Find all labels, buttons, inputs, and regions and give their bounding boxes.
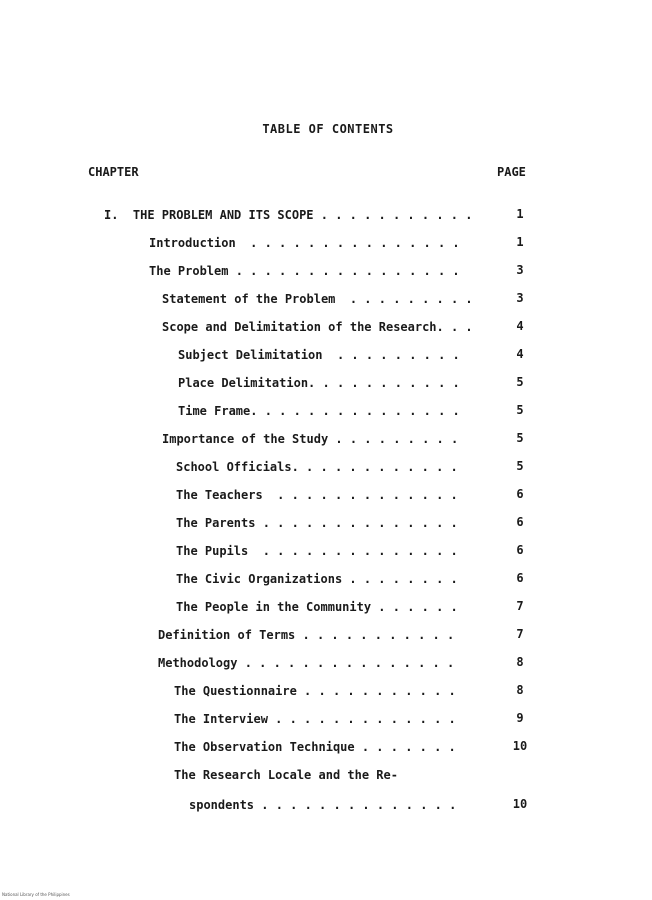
toc-entry xyxy=(0,767,652,783)
page-column-heading: PAGE xyxy=(497,165,526,179)
toc-entry-text: Methodology . . . . . . . . . . . . . . . xyxy=(158,656,455,670)
toc-entry xyxy=(0,655,652,671)
toc-entry-page: 6 xyxy=(516,515,524,529)
toc-entry-text: Time Frame. . . . . . . . . . . . . . . xyxy=(178,404,460,418)
toc-entry-page: 7 xyxy=(516,627,524,641)
toc-entry-page: 6 xyxy=(516,543,524,557)
toc-entry-text: spondents . . . . . . . . . . . . . . xyxy=(189,798,457,812)
toc-entry-text: The People in the Community . . . . . . xyxy=(176,600,458,614)
toc-entry xyxy=(0,431,652,447)
toc-entry-text: Definition of Terms . . . . . . . . . . . xyxy=(158,628,455,642)
toc-entry-page: 10 xyxy=(512,739,528,753)
toc-entry-text: The Pupils . . . . . . . . . . . . . . xyxy=(176,544,458,558)
toc-entry-page: 1 xyxy=(516,207,524,221)
toc-entry-page: 4 xyxy=(516,347,524,361)
toc-entry-page: 5 xyxy=(516,459,524,473)
toc-entry xyxy=(0,487,652,503)
toc-entry xyxy=(0,711,652,727)
toc-entry xyxy=(0,319,652,335)
footer-source-note: National Library of the Philippines xyxy=(2,892,70,897)
toc-entry-page: 8 xyxy=(516,683,524,697)
toc-entry-text: Scope and Delimitation of the Research. . . xyxy=(162,320,473,334)
toc-entry-text: The Questionnaire . . . . . . . . . . . xyxy=(174,684,456,698)
toc-entry-page: 3 xyxy=(516,263,524,277)
toc-entry-page: 10 xyxy=(512,797,528,811)
toc-entry-text: The Parents . . . . . . . . . . . . . . xyxy=(176,516,458,530)
toc-entry xyxy=(0,515,652,531)
toc-entry-text: The Observation Technique . . . . . . . xyxy=(174,740,456,754)
toc-entry-text: I. THE PROBLEM AND ITS SCOPE . . . . . . . . . . . xyxy=(104,208,473,222)
toc-entry-page: 9 xyxy=(516,711,524,725)
toc-entry-page: 7 xyxy=(516,599,524,613)
toc-entry xyxy=(0,403,652,419)
toc-entry-text: The Teachers . . . . . . . . . . . . . xyxy=(176,488,458,502)
toc-entry xyxy=(0,375,652,391)
toc-entry-page: 1 xyxy=(516,235,524,249)
toc-entry xyxy=(0,627,652,643)
toc-entry xyxy=(0,739,652,755)
toc-entry-page: 3 xyxy=(516,291,524,305)
page-title: TABLE OF CONTENTS xyxy=(262,122,394,136)
toc-entry xyxy=(0,235,652,251)
toc-entry-text: Introduction . . . . . . . . . . . . . . . xyxy=(149,236,460,250)
toc-entry-page: 8 xyxy=(516,655,524,669)
toc-entry-page: 6 xyxy=(516,571,524,585)
toc-entry-text: Importance of the Study . . . . . . . . . xyxy=(162,432,459,446)
toc-entry-page: 4 xyxy=(516,319,524,333)
toc-entry xyxy=(0,263,652,279)
toc-entry xyxy=(0,571,652,587)
toc-entry xyxy=(0,683,652,699)
toc-entry-text: Statement of the Problem . . . . . . . . . xyxy=(162,292,473,306)
toc-entry xyxy=(0,797,652,813)
toc-entry xyxy=(0,207,652,223)
toc-entry xyxy=(0,347,652,363)
toc-entry-page: 6 xyxy=(516,487,524,501)
toc-entry-page: 5 xyxy=(516,403,524,417)
chapter-column-heading: CHAPTER xyxy=(88,165,139,179)
toc-entry xyxy=(0,543,652,559)
toc-entry-text: The Civic Organizations . . . . . . . . xyxy=(176,572,458,586)
toc-entry xyxy=(0,599,652,615)
toc-entry-text: School Officials. . . . . . . . . . . . xyxy=(176,460,458,474)
toc-entry-text: Place Delimitation. . . . . . . . . . . xyxy=(178,376,460,390)
toc-entry-text: The Interview . . . . . . . . . . . . . xyxy=(174,712,456,726)
toc-entry-page: 5 xyxy=(516,431,524,445)
toc-entry-page: 5 xyxy=(516,375,524,389)
toc-entry-text: Subject Delimitation . . . . . . . . . xyxy=(178,348,460,362)
toc-entry xyxy=(0,291,652,307)
toc-entry-text: The Problem . . . . . . . . . . . . . . . . xyxy=(149,264,460,278)
toc-entry xyxy=(0,459,652,475)
toc-entry-text: The Research Locale and the Re- xyxy=(174,768,398,782)
